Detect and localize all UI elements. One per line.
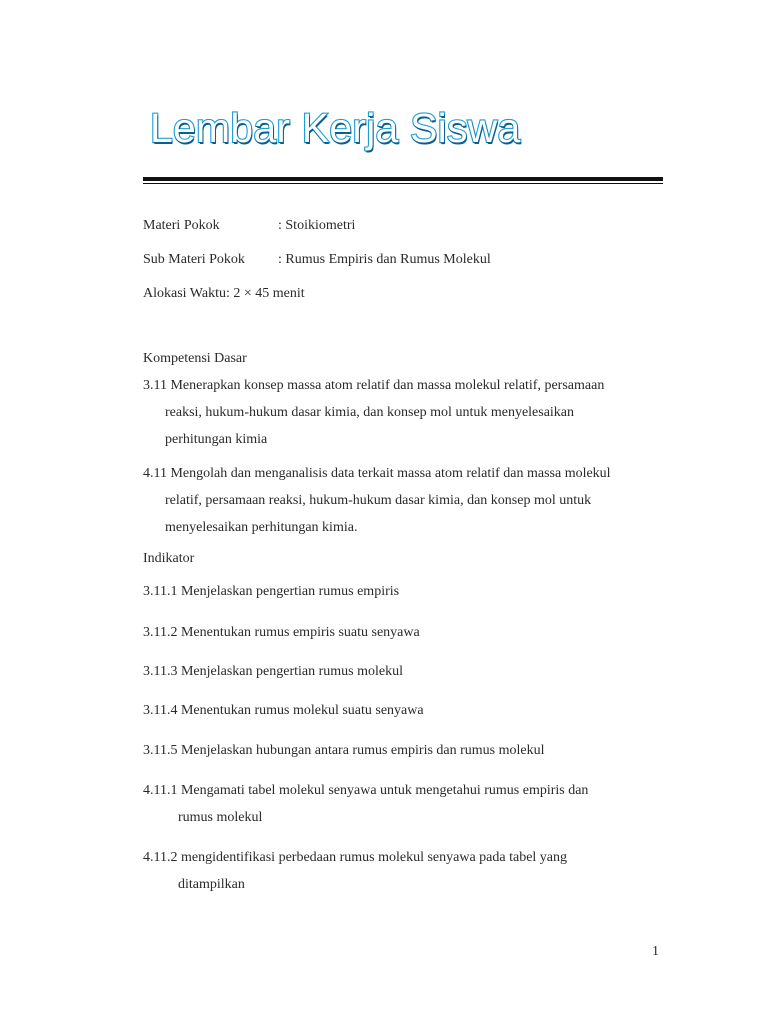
- kd-4-11-line1: 4.11 Mengolah dan menganalisis data terkait massa atom relatif dan massa molekul: [143, 466, 611, 481]
- indikator-3-11-4: 3.11.4 Menentukan rumus molekul suatu senyawa: [143, 703, 424, 718]
- sub-materi-label: Sub Materi Pokok: [143, 252, 245, 267]
- alokasi-waktu: Alokasi Waktu: 2 × 45 menit: [143, 286, 305, 301]
- indikator-4-11-2-line2: ditampilkan: [178, 877, 245, 892]
- kd-3-11-line1: 3.11 Menerapkan konsep massa atom relatif dan massa molekul relatif, persamaan: [143, 378, 605, 393]
- indikator-4-11-2-line1: 4.11.2 mengidentifikasi perbedaan rumus molekul senyawa pada tabel yang: [143, 850, 568, 865]
- indikator-4-11-1-line2: rumus molekul: [178, 810, 263, 825]
- page-number: 1: [652, 944, 659, 959]
- indikator-3-11-1: 3.11.1 Menjelaskan pengertian rumus empiris: [143, 584, 400, 599]
- indikator-3-11-2: 3.11.2 Menentukan rumus empiris suatu senyawa: [143, 625, 420, 640]
- kompetensi-heading: Kompetensi Dasar: [143, 351, 247, 366]
- sub-materi-value: : Rumus Empiris dan Rumus Molekul: [278, 252, 491, 267]
- materi-label: Materi Pokok: [143, 218, 220, 233]
- title-divider-thin: [143, 183, 663, 184]
- indikator-4-11-1-line1: 4.11.1 Mengamati tabel molekul senyawa untuk mengetahui rumus empiris dan: [143, 783, 589, 798]
- indikator-heading: Indikator: [143, 551, 195, 566]
- title-divider-thick: [143, 177, 663, 181]
- materi-value: : Stoikiometri: [278, 218, 356, 233]
- kd-4-11-line3: menyelesaikan perhitungan kimia.: [165, 520, 358, 535]
- kd-3-11-line2: reaksi, hukum-hukum dasar kimia, dan konsep mol untuk menyelesaikan: [165, 405, 575, 420]
- indikator-3-11-5: 3.11.5 Menjelaskan hubungan antara rumus empiris dan rumus molekul: [143, 743, 545, 758]
- page-title: Lembar Kerja Siswa: [150, 105, 521, 151]
- indikator-3-11-3: 3.11.3 Menjelaskan pengertian rumus molekul: [143, 664, 403, 679]
- kd-3-11-line3: perhitungan kimia: [165, 432, 268, 447]
- kd-4-11-line2: relatif, persamaan reaksi, hukum-hukum dasar kimia, dan konsep mol untuk: [165, 493, 592, 508]
